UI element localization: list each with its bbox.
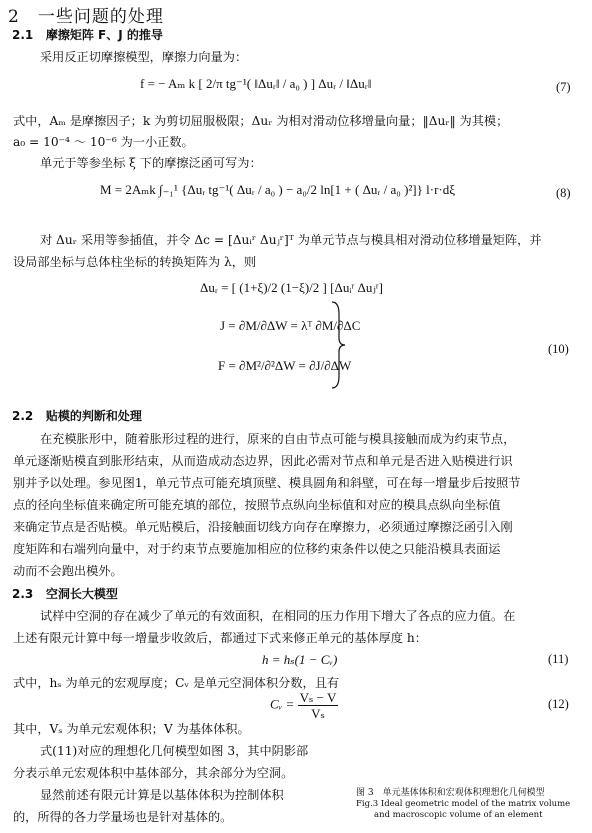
figure-caption-english-1: Fig.3 Ideal geometric model of the matrix volume: [356, 799, 571, 809]
paragraph-functional-intro: 单元于等参坐标 ξ 下的摩擦泛函可写为：: [40, 156, 262, 170]
text-line: 单元逐渐贴模直到胀形结束，从而造成动态边界，因此必需对节点和单元是否进入贴模进行识: [13, 454, 513, 468]
figure-caption-english-2: and macroscopic volume of an element: [374, 810, 543, 820]
text-line: 在充模胀形中，随着胀形过程的进行，原来的自由节点可能与模具接触而成为约束节点，: [40, 432, 516, 446]
equation-10-line-2: J = ∂M/∂ΔW = λᵀ ∂M/∂ΔC: [220, 318, 361, 333]
subsection-title: 空洞长大模型: [45, 587, 118, 601]
text-line: 试样中空洞的存在减少了单元的有效面积，在相同的压力作用下增大了各点的应力值。在: [40, 609, 516, 623]
equation-10-line-3: F = ∂M²/∂²ΔW = ∂J/∂ΔW: [218, 358, 352, 373]
equation-number-12: (12): [548, 697, 569, 711]
equation-8: M = 2Aₘk ∫₋₁¹ {Δuᵣ tg⁻¹( Δuᵣ / a₀ ) − a₀/2 ln[1 + ( Δuᵣ / a₀ )²]} l·r·dξ: [100, 182, 456, 197]
paragraph-eq7-explanation-2: a₀ = 10⁻⁴ ～ 10⁻⁶ 为一小正数。: [13, 135, 194, 149]
paragraph-eq12-explanation: 其中，Vₛ 为单元宏观体积；V 为基体体积。: [13, 722, 250, 736]
paragraph-interpolation-1: 对 Δuᵣ 采用等参插值，并令 Δc = [Δuᵢʳ Δuⱼʳ]ᵀ 为单元节点与模具相对滑动位移增量矩阵，并: [40, 233, 542, 247]
equation-number-10: (10): [548, 342, 569, 356]
equation-12-lhs: Cᵥ =: [270, 696, 295, 712]
equation-number-8: (8): [556, 186, 571, 200]
text-line: 别并予以处理。参见图1，单元节点可能充填顶壁、模具圆角和斜壁，可在每一增量步后按照节: [13, 476, 521, 490]
text-line: 点的径向坐标值来确定所可能充填的部位，按照节点纵向坐标值和对应的模具点纵向坐标值: [13, 498, 501, 512]
text-line: 上述有限元计算中每一增量步收敛后，都通过下式来修正单元的基体厚度 h：: [13, 631, 427, 645]
equation-12: [270, 690, 338, 721]
subsection-title: 摩擦矩阵 F、J 的推导: [45, 28, 163, 42]
paragraph-eq7-explanation-1: 式中，Aₘ 是摩擦因子；k 为剪切屈服极限；Δuᵣ 为相对滑动位移增量向量；‖Δuᵣ‖ 为其模；: [13, 114, 509, 128]
subsection-2-3-heading: [12, 585, 118, 602]
paragraph-figure-reference: [13, 740, 353, 828]
equation-7: f = − Aₘ k [ 2/π tg⁻¹( ‖Δuᵣ‖ / a₀ ) ] Δuᵣ / ‖Δuᵣ‖: [140, 76, 372, 91]
text-line: 度矩阵和右端列向量中，对于约束节点要施加相应的位移约束条件以使之只能沿模具表面运: [13, 542, 501, 556]
figure-caption-chinese: 图 3 单元基体体积和宏观体积理想化几何模型: [356, 788, 545, 798]
figure-3-caption: [356, 788, 586, 821]
paragraph-intro-friction: 采用反正切摩擦模型，摩擦力向量为：: [40, 50, 248, 64]
equation-number-7: (7): [556, 80, 571, 94]
equation-11: h = hₛ(1 − Cᵥ): [262, 652, 338, 667]
equation-10-brace: [330, 300, 346, 390]
subsection-number: 2.1: [12, 28, 34, 42]
subsection-number: 2.3: [12, 587, 34, 601]
paragraph-eq11-explanation: 式中，hₛ 为单元的宏观厚度；Cᵥ 是单元空洞体积分数，且有: [13, 676, 340, 690]
subsection-number: 2.2: [12, 409, 34, 423]
equation-12-fraction: [298, 690, 339, 721]
subsection-2-1-heading: [12, 26, 163, 43]
equation-12-numerator: Vₛ − V: [299, 690, 337, 705]
paragraph-void-growth: [13, 605, 585, 649]
text-line: 来确定节点是否贴模。单元贴模后，沿接触面切线方向存在摩擦力，必须通过摩擦泛函引入刚: [13, 520, 513, 534]
equation-10-line-1: Δuᵣ = [ (1+ξ)/2 (1−ξ)/2 ] [Δuᵢʳ Δuⱼʳ]: [200, 280, 383, 295]
text-line: 显然前述有限元计算是以基体体积为控制体积: [40, 788, 284, 802]
text-line: 式(11)对应的理想化几何模型如图 3，其中阴影部: [40, 744, 309, 758]
subsection-title: 贴模的判断和处理: [45, 409, 142, 423]
text-line: 的，所得的各力学量场也是针对基体的。: [13, 810, 233, 824]
paragraph-die-contact: [13, 428, 585, 582]
equation-number-11: (11): [548, 652, 569, 666]
paragraph-interpolation-2: 设局部坐标与总体柱坐标的转换矩阵为 λ，则: [13, 255, 257, 269]
subsection-2-2-heading: [12, 407, 142, 424]
equation-12-denominator: Vₛ: [311, 706, 325, 721]
text-line: 分表示单元宏观体积中基体部分，其余部分为空洞。: [13, 766, 294, 780]
section-title: 2 一些问题的处理: [8, 7, 164, 27]
text-line: 动而不会跑出模外。: [13, 564, 123, 578]
